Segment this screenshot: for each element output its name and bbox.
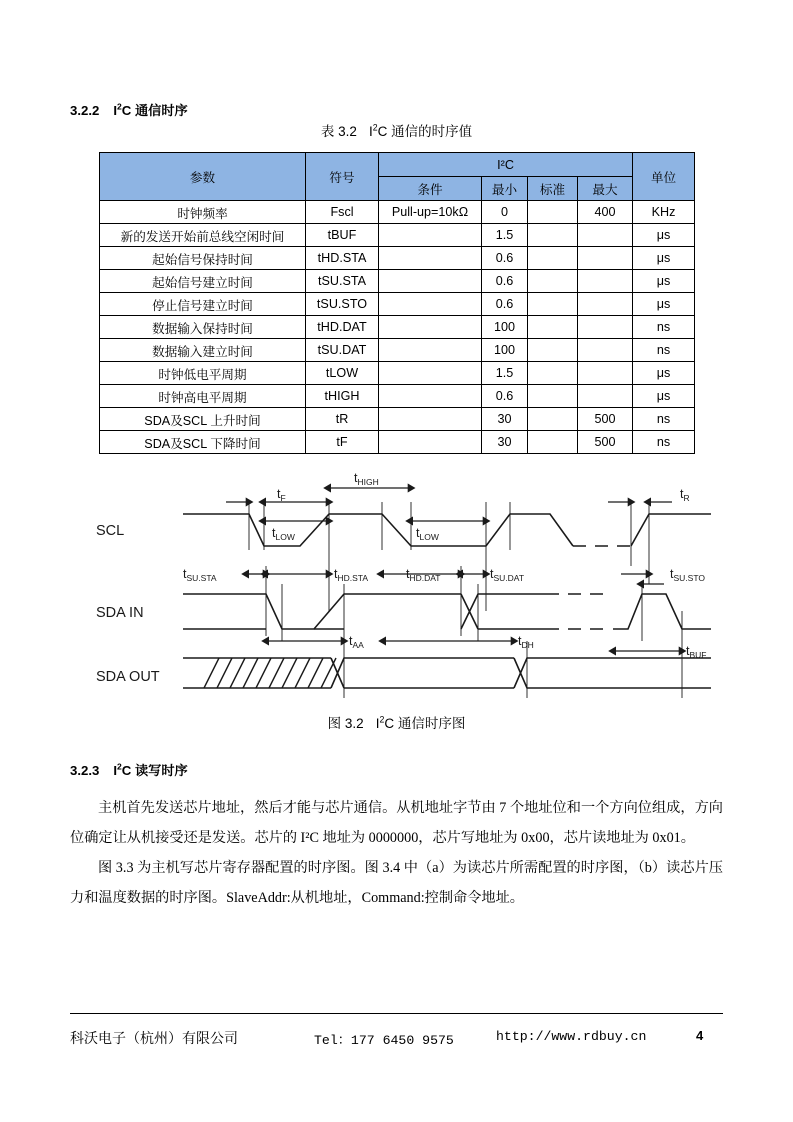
table-header-symbol: 符号 (306, 153, 379, 201)
diagram-timing-t-aa: $t_{AA}$ (349, 634, 364, 650)
cell-symbol: tSU.DAT (306, 339, 379, 362)
cell-symbol: tF (306, 431, 379, 454)
cell-condition (379, 339, 482, 362)
cell-unit: μs (633, 247, 695, 270)
cell-max (578, 362, 633, 385)
table-row (100, 408, 695, 431)
table-row (100, 270, 695, 293)
cell-typ (528, 362, 578, 385)
cell-symbol: tSU.STO (306, 293, 379, 316)
cell-condition (379, 270, 482, 293)
cell-condition (379, 247, 482, 270)
cell-max: 400 (578, 201, 633, 224)
cell-symbol: tSU.STA (306, 270, 379, 293)
footer-website-url[interactable]: http://www.rdbuy.cn (496, 1029, 647, 1044)
diagram-timing-t-high: $t_{HIGH}$ (354, 471, 379, 487)
section-title-superscript-323: 2 (117, 761, 122, 772)
cell-max: 500 (578, 431, 633, 454)
cell-unit: μs (633, 293, 695, 316)
cell-typ (528, 385, 578, 408)
cell-unit: ns (633, 431, 695, 454)
cell-param: 停止信号建立时间 (100, 293, 306, 316)
cell-condition (379, 408, 482, 431)
cell-param: 时钟高电平周期 (100, 385, 306, 408)
diagram-timing-t-hd-dat: $t_{HD.DAT}$ (406, 567, 441, 583)
table-header-param: 参数 (100, 153, 306, 201)
cell-unit: ns (633, 339, 695, 362)
table-header-unit: 单位 (633, 153, 695, 201)
cell-unit: KHz (633, 201, 695, 224)
cell-min: 0.6 (482, 293, 528, 316)
table-caption-text-pre: I (368, 124, 373, 139)
cell-symbol: tLOW (306, 362, 379, 385)
figure-caption-text-pre: I (375, 716, 380, 731)
section-number: 3.2.2 (70, 103, 100, 118)
diagram-label-sda-in: SDA IN (96, 605, 144, 621)
cell-typ (528, 339, 578, 362)
cell-unit: μs (633, 385, 695, 408)
footer-page-number: 4 (696, 1028, 704, 1043)
section-title-post: C 通信时序 (121, 103, 188, 118)
table-header-typ: 标准 (528, 177, 578, 201)
page-footer (70, 1028, 723, 1050)
cell-min: 30 (482, 408, 528, 431)
cell-min: 1.5 (482, 362, 528, 385)
cell-condition (379, 224, 482, 247)
cell-symbol: tBUF (306, 224, 379, 247)
table-caption-text-post: C 通信的时序值 (377, 124, 473, 139)
cell-symbol: tHIGH (306, 385, 379, 408)
table-row (100, 316, 695, 339)
cell-max (578, 270, 633, 293)
cell-unit: μs (633, 224, 695, 247)
diagram-timing-t-low-1: $t_{LOW}$ (272, 526, 295, 542)
table-row (100, 431, 695, 454)
table-header-row-1 (100, 153, 695, 177)
section-number-323: 3.2.3 (70, 763, 100, 778)
cell-param: 数据输入建立时间 (100, 339, 306, 362)
cell-param: SDA及SCL 上升时间 (100, 408, 306, 431)
cell-condition (379, 385, 482, 408)
cell-param: SDA及SCL 下降时间 (100, 431, 306, 454)
table-row (100, 201, 695, 224)
table-header-condition: 条件 (379, 177, 482, 201)
table-row (100, 293, 695, 316)
cell-condition (379, 293, 482, 316)
i2c-timing-diagram (86, 466, 711, 701)
table-header-min: 最小 (482, 177, 528, 201)
table-row (100, 339, 695, 362)
cell-param: 起始信号建立时间 (100, 270, 306, 293)
cell-min: 100 (482, 339, 528, 362)
cell-max (578, 247, 633, 270)
diagram-timing-t-su-sto: $t_{SU.STO}$ (670, 567, 705, 583)
cell-condition: Pull-up=10kΩ (379, 201, 482, 224)
cell-symbol: tHD.DAT (306, 316, 379, 339)
paragraph-2: 图 3.3 为主机写芯片寄存器配置的时序图。图 3.4 中（a）为读芯片所需配置的时序图，（b）读芯片压力和温度数据的时序图。SlaveAddr:从机地址，Command:控制命令地址。 (70, 860, 723, 906)
table-body (100, 201, 695, 454)
cell-unit: ns (633, 316, 695, 339)
section-heading-322 (70, 100, 188, 119)
cell-max (578, 293, 633, 316)
table-row (100, 224, 695, 247)
cell-param: 时钟低电平周期 (100, 362, 306, 385)
cell-typ (528, 270, 578, 293)
cell-condition (379, 316, 482, 339)
section-title-pre-323: I (113, 763, 118, 778)
cell-min: 0.6 (482, 247, 528, 270)
cell-typ (528, 247, 578, 270)
footer-company-name: 科沃电子（杭州）有限公司 (70, 1032, 238, 1047)
timing-parameters-table (99, 152, 695, 454)
diagram-timing-t-su-dat: $t_{SU.DAT}$ (490, 567, 525, 583)
cell-typ (528, 201, 578, 224)
table-caption (0, 120, 793, 140)
cell-max (578, 316, 633, 339)
table-row (100, 247, 695, 270)
figure-caption (0, 712, 793, 732)
cell-min: 0 (482, 201, 528, 224)
cell-unit: ns (633, 408, 695, 431)
diagram-label-sda-out: SDA OUT (96, 669, 160, 685)
footer-telephone: Tel：177 6450 9575 (314, 1033, 454, 1048)
paragraph-1: 主机首先发送芯片地址，然后才能与芯片通信。从机地址字节由 7 个地址位和一个方向位组成，方向位确定让从机接受还是发送。芯片的 I²C 地址为 0000000，芯片写地址为 0x00，芯片读地址为 0x01。 (70, 800, 723, 846)
cell-min: 0.6 (482, 270, 528, 293)
cell-min: 30 (482, 431, 528, 454)
cell-param: 起始信号保持时间 (100, 247, 306, 270)
table-header-max: 最大 (578, 177, 633, 201)
figure-caption-label: 图 3.2 (327, 716, 364, 731)
footer-divider (70, 1013, 723, 1014)
diagram-timing-t-low-2: $t_{LOW}$ (416, 526, 439, 542)
cell-typ (528, 293, 578, 316)
section-heading-323 (70, 760, 188, 779)
cell-param: 数据输入保持时间 (100, 316, 306, 339)
diagram-timing-t-buf: $t_{BUF}$ (686, 644, 707, 660)
section-title-pre: I (113, 103, 118, 118)
diagram-timing-t-dh: $t_{DH}$ (518, 634, 534, 650)
section-title-superscript: 2 (117, 101, 122, 112)
cell-min: 100 (482, 316, 528, 339)
diagram-timing-t-su-sta: $t_{SU.STA}$ (183, 567, 217, 583)
diagram-timing-t-r: $t_R$ (680, 487, 690, 503)
table-row (100, 362, 695, 385)
cell-condition (379, 362, 482, 385)
cell-max (578, 224, 633, 247)
cell-typ (528, 224, 578, 247)
cell-param: 时钟频率 (100, 201, 306, 224)
figure-caption-superscript: 2 (379, 714, 385, 725)
cell-symbol: Fscl (306, 201, 379, 224)
cell-condition (379, 431, 482, 454)
table-caption-label: 表 3.2 (320, 124, 357, 139)
cell-typ (528, 408, 578, 431)
cell-max (578, 385, 633, 408)
cell-min: 1.5 (482, 224, 528, 247)
cell-symbol: tHD.STA (306, 247, 379, 270)
cell-unit: μs (633, 270, 695, 293)
section-title-post-323: C 读写时序 (121, 763, 188, 778)
table-header-group-i2c: I²C (379, 153, 633, 177)
diagram-timing-t-hd-sta: $t_{HD.STA}$ (334, 567, 369, 583)
cell-max (578, 339, 633, 362)
diagram-label-scl: SCL (96, 523, 125, 539)
cell-typ (528, 431, 578, 454)
table-caption-superscript: 2 (372, 122, 378, 133)
cell-unit: μs (633, 362, 695, 385)
cell-param: 新的发送开始前总线空闲时间 (100, 224, 306, 247)
cell-symbol: tR (306, 408, 379, 431)
diagram-timing-t-f: $t_F$ (277, 487, 286, 503)
figure-caption-text-post: C 通信时序图 (384, 716, 466, 731)
cell-typ (528, 316, 578, 339)
table-row (100, 385, 695, 408)
cell-max: 500 (578, 408, 633, 431)
cell-min: 0.6 (482, 385, 528, 408)
